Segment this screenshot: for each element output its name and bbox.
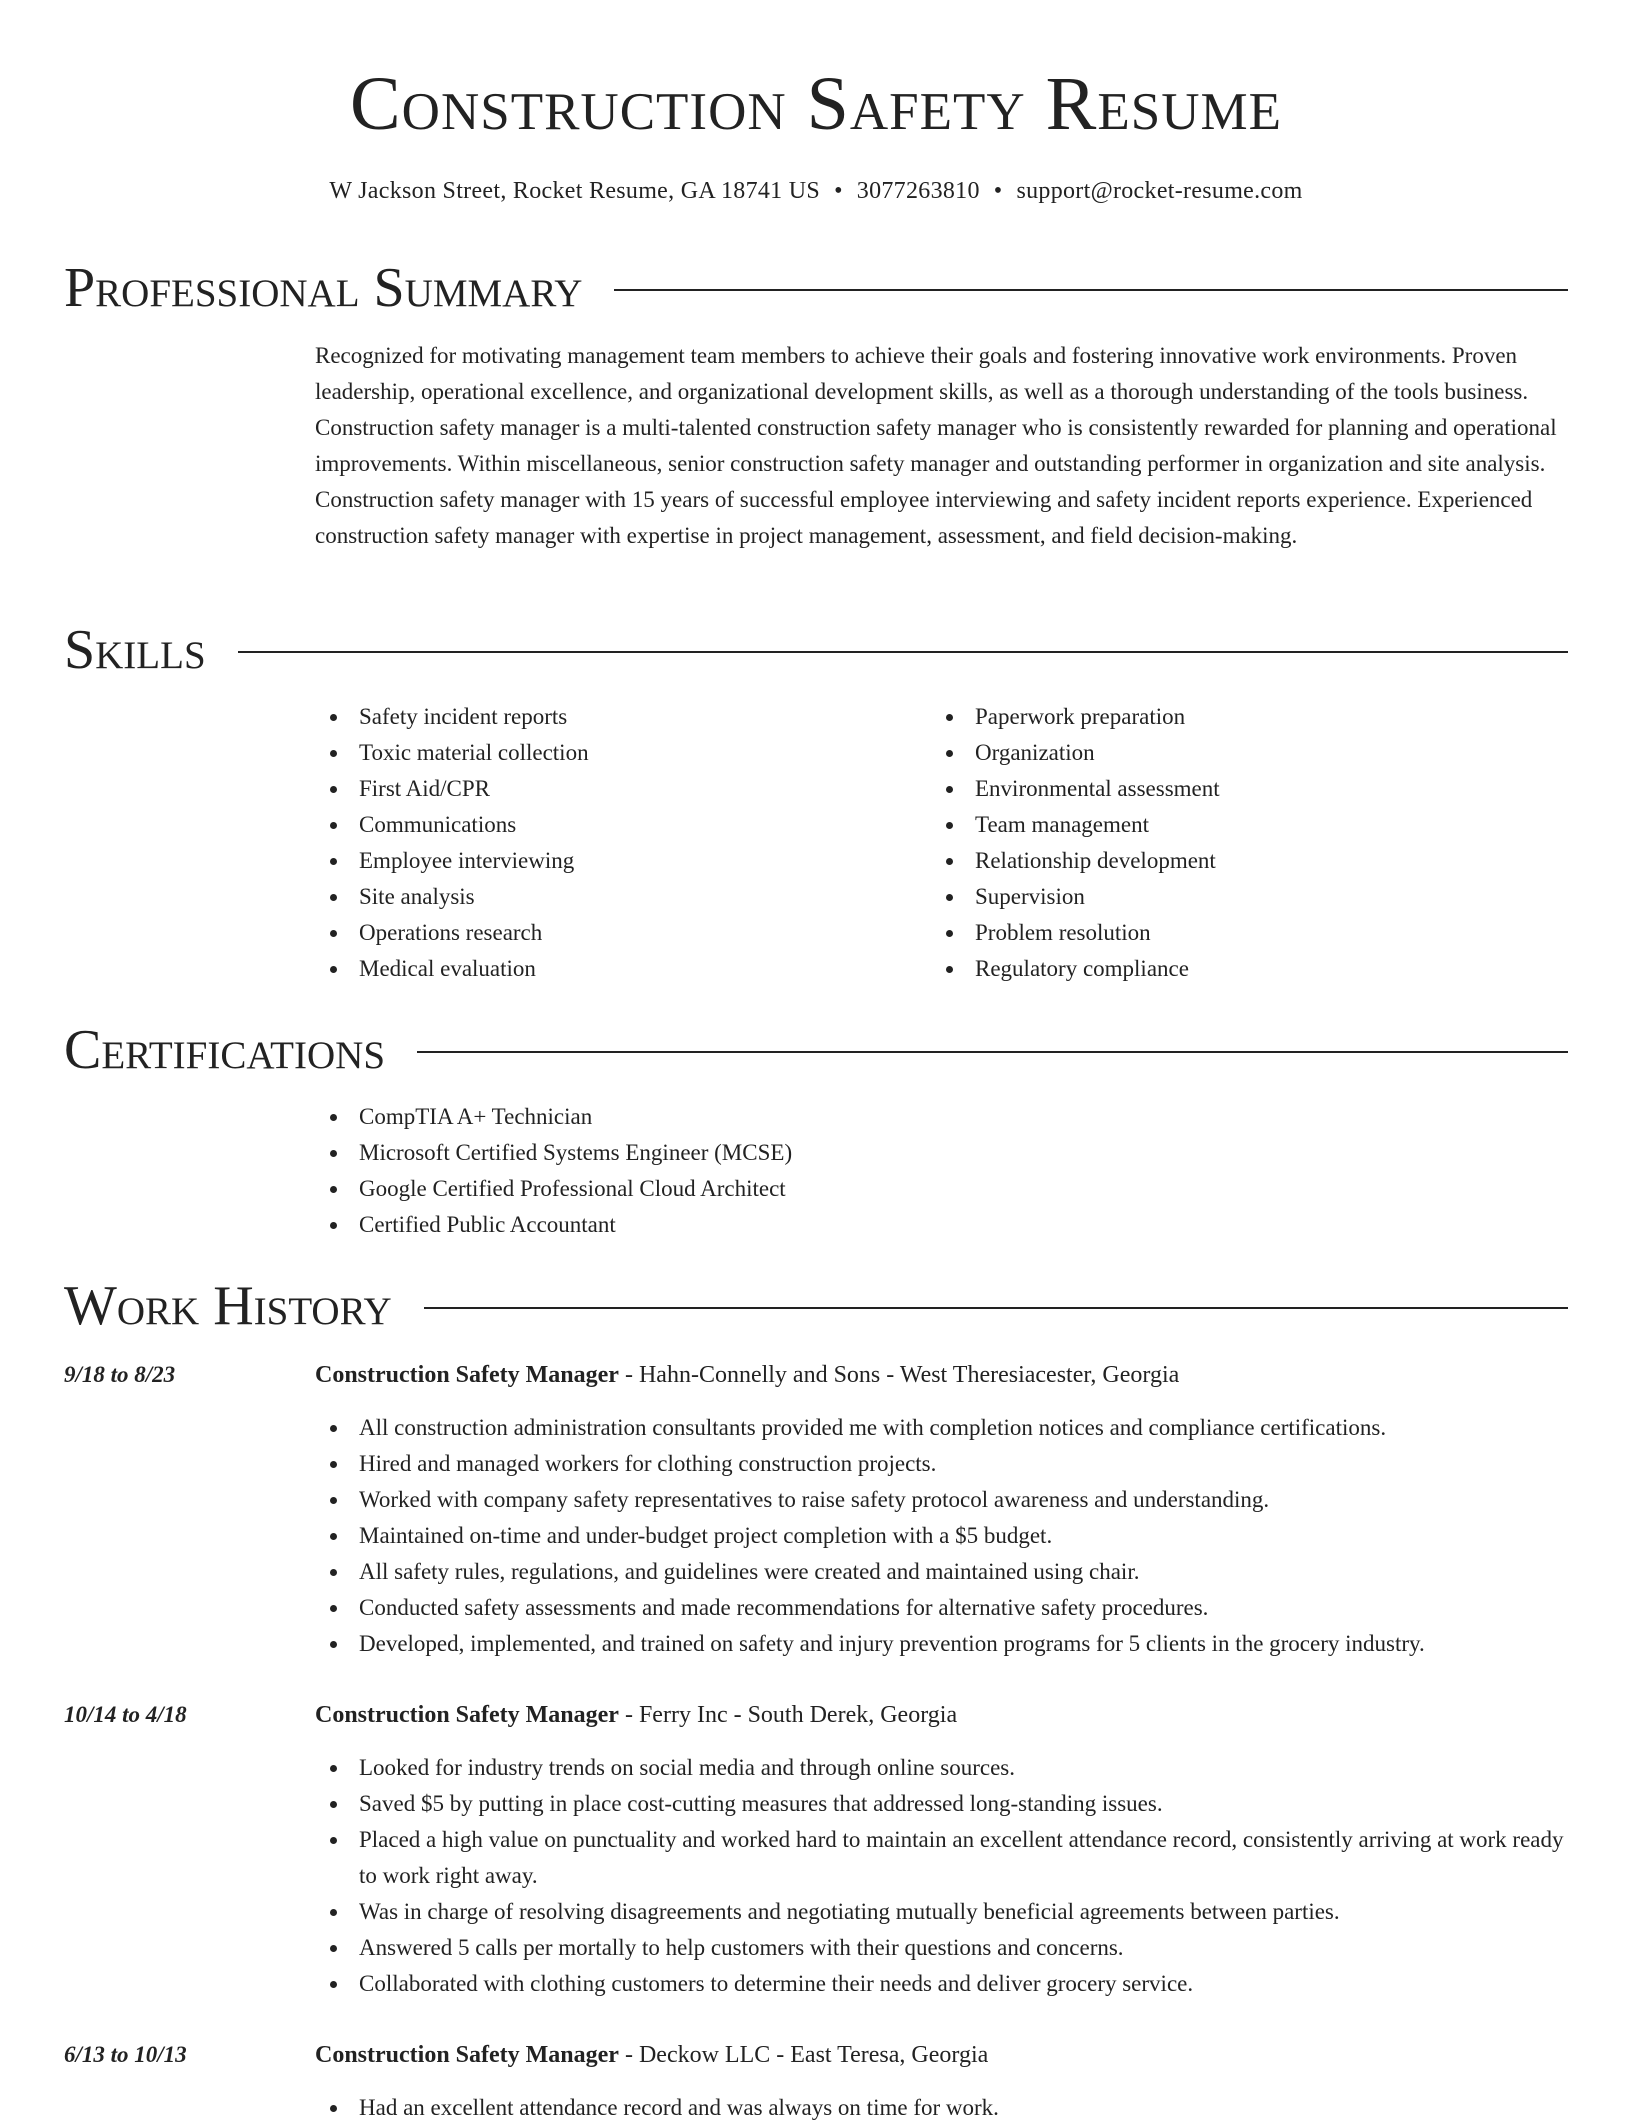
skill-item: Toxic material collection xyxy=(315,735,915,771)
skill-item: Environmental assessment xyxy=(931,771,1531,807)
skill-item: Paperwork preparation xyxy=(931,699,1531,735)
job-bullet: Developed, implemented, and trained on safety and injury prevention programs for 5 clients in the grocery industry. xyxy=(315,1626,1568,1662)
job-heading xyxy=(315,1357,1568,1393)
contact-separator: • xyxy=(834,178,843,204)
job-bullet: Had an excellent attendance record and was always on time for work. xyxy=(315,2090,1568,2126)
skill-item: Relationship development xyxy=(931,843,1531,879)
skills-list-left xyxy=(315,699,915,987)
skill-item: Communications xyxy=(315,807,915,843)
job-bullet: All safety rules, regulations, and guidelines were created and maintained using chair. xyxy=(315,1554,1568,1590)
job-bullet: Was in charge of resolving disagreements and negotiating mutually beneficial agreements between parties. xyxy=(315,1894,1568,1930)
contact-separator: • xyxy=(993,178,1003,204)
skill-item: Problem resolution xyxy=(931,915,1531,951)
job-role: Construction Safety Manager xyxy=(315,1702,619,1728)
section-divider xyxy=(238,651,1568,653)
skills-section-title: Skills xyxy=(64,619,206,681)
job-bullet: Worked with company safety representatives to raise safety protocol awareness and understanding. xyxy=(315,1482,1568,1518)
job-details: - Ferry Inc - South Derek, Georgia xyxy=(618,1702,958,1728)
work-history-section-header xyxy=(64,1274,1568,1338)
job-bullets xyxy=(315,1750,1568,2002)
skills-section-header xyxy=(64,618,1568,682)
certification-item: CompTIA A+ Technician xyxy=(315,1099,1515,1135)
contact-email: support@rocket-resume.com xyxy=(1016,178,1303,204)
certifications-section-title: Certifications xyxy=(64,1019,386,1081)
skill-item: Safety incident reports xyxy=(315,699,915,735)
certifications-section-header xyxy=(64,1018,1568,1082)
job-bullets xyxy=(315,1410,1568,1662)
job-bullet: Maintained on-time and under-budget project completion with a $5 budget. xyxy=(315,1518,1568,1554)
skill-item: Regulatory compliance xyxy=(931,951,1531,987)
skill-item: Operations research xyxy=(315,915,915,951)
certification-item: Microsoft Certified Systems Engineer (MCSE) xyxy=(315,1135,1515,1171)
section-divider xyxy=(417,1051,1568,1053)
job-heading xyxy=(315,2037,1568,2073)
job-dates: 10/14 to 4/18 xyxy=(64,1702,187,1727)
section-divider xyxy=(424,1307,1568,1309)
job-bullet: Answered 5 calls per mortally to help customers with their questions and concerns. xyxy=(315,1930,1568,1966)
job-dates: 9/18 to 8/23 xyxy=(64,1362,176,1387)
resume-title: Construction Safety Resume xyxy=(349,62,1282,146)
skill-item: Team management xyxy=(931,807,1531,843)
job-details: - Deckow LLC - East Teresa, Georgia xyxy=(618,2042,989,2068)
job-bullet: Looked for industry trends on social media and through online sources. xyxy=(315,1750,1568,1786)
job-role: Construction Safety Manager xyxy=(315,2042,619,2068)
skill-item: Medical evaluation xyxy=(315,951,915,987)
certification-item: Certified Public Accountant xyxy=(315,1207,1515,1243)
job-bullets xyxy=(315,2090,1568,2126)
skill-item: Site analysis xyxy=(315,879,915,915)
job-bullet: Conducted safety assessments and made recommendations for alternative safety procedures. xyxy=(315,1590,1568,1626)
job-bullet: Saved $5 by putting in place cost-cutting measures that addressed long-standing issues. xyxy=(315,1786,1568,1822)
contact-line xyxy=(0,174,1632,208)
skill-item: Organization xyxy=(931,735,1531,771)
skill-item: Supervision xyxy=(931,879,1531,915)
contact-phone: 3077263810 xyxy=(856,178,980,204)
skill-item: First Aid/CPR xyxy=(315,771,915,807)
skills-list-right xyxy=(931,699,1531,987)
work-history-section-title: Work History xyxy=(64,1275,392,1337)
job-bullet: All construction administration consultants provided me with completion notices and compliance certifications. xyxy=(315,1410,1568,1446)
job-role: Construction Safety Manager xyxy=(315,1362,619,1388)
job-bullet: Hired and managed workers for clothing construction projects. xyxy=(315,1446,1568,1482)
job-dates: 6/13 to 10/13 xyxy=(64,2042,187,2067)
summary-text: Recognized for motivating management team members to achieve their goals and fostering innovative work environments. Proven leadership, operational excellence, and organizational development skills, as well as a thorough understanding of the tools business. Construction safety manager is a multi-talented construction safety manager who is consistently rewarded for planning and operational improvements. Within miscellaneous, senior construction safety manager and outstanding performer in organization and site analysis. Construction safety manager with 15 years of successful employee interviewing and safety incident reports experience. Experienced construction safety manager with expertise in project management, assessment, and field decision-making. xyxy=(315,343,1557,548)
summary-section-header xyxy=(64,256,1568,320)
skill-item: Employee interviewing xyxy=(315,843,915,879)
certifications-list xyxy=(315,1099,1515,1243)
job-bullet: Placed a high value on punctuality and worked hard to maintain an excellent attendance record, consistently arriving at work ready to work right away. xyxy=(315,1822,1568,1894)
contact-address: W Jackson Street, Rocket Resume, GA 18741 US xyxy=(329,178,821,204)
job-bullet: Collaborated with clothing customers to determine their needs and deliver grocery service. xyxy=(315,1966,1568,2002)
certification-item: Google Certified Professional Cloud Architect xyxy=(315,1171,1515,1207)
job-details: - Hahn-Connelly and Sons - West Theresiacester, Georgia xyxy=(618,1362,1180,1388)
summary-section-title: Professional Summary xyxy=(64,257,583,319)
job-heading xyxy=(315,1697,1568,1733)
section-divider xyxy=(614,289,1568,291)
